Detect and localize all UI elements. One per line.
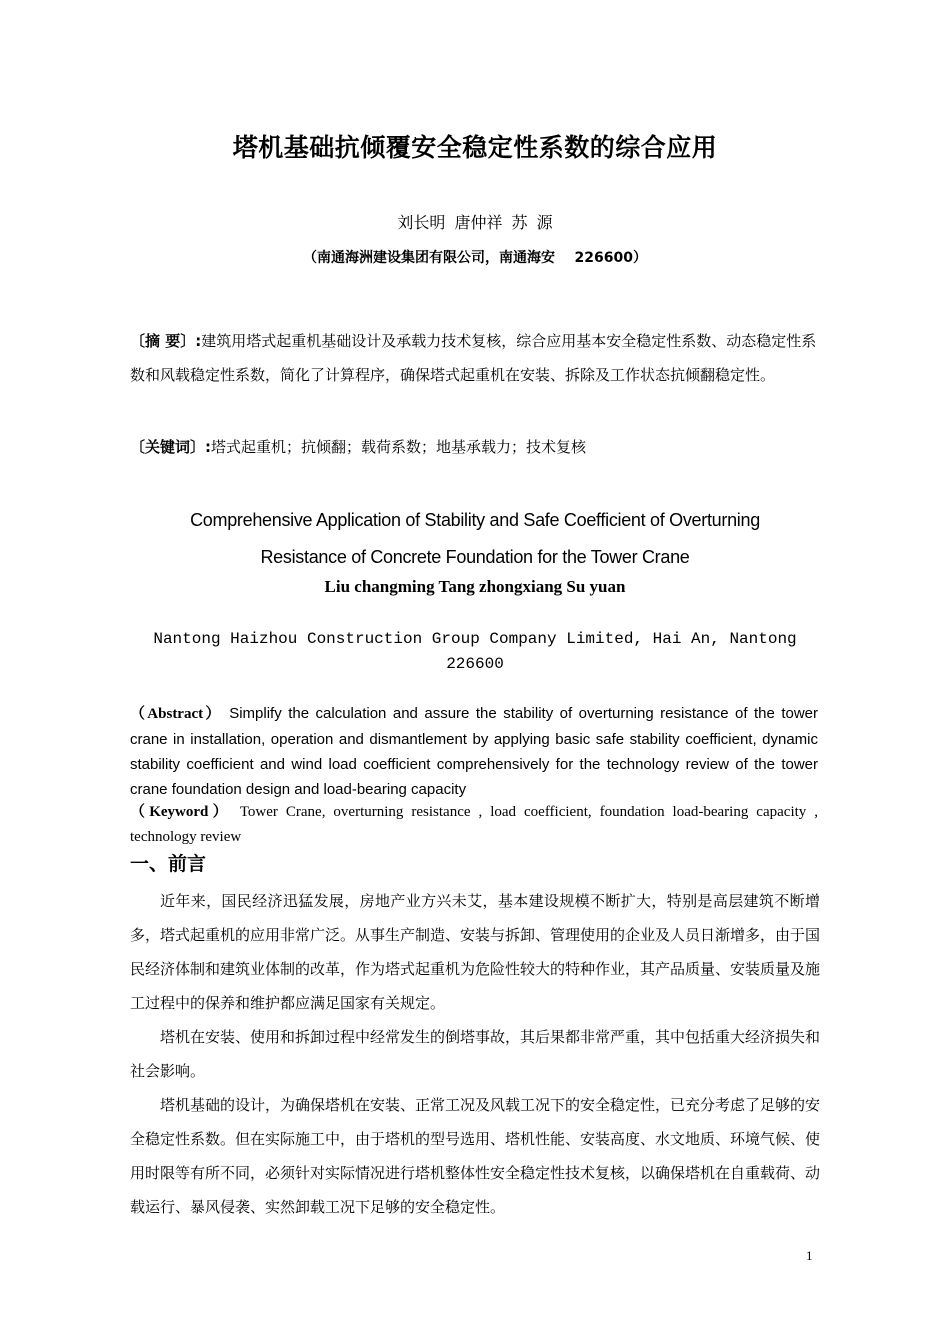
section-body [130, 884, 820, 1224]
english-keywords-label: （Keyword） [130, 804, 232, 820]
chinese-title: 塔机基础抗倾覆安全稳定性系数的综合应用 [232, 133, 718, 162]
section-heading: 一、前言 [130, 853, 207, 875]
chinese-abstract-text: 建筑用塔式起重机基础设计及承载力技术复核，综合应用基本安全稳定性系数、动态稳定性系数和风载稳定性系数，简化了计算程序，确保塔式起重机在安装、拆除及工作状态抗倾翻稳定性。 [130, 332, 817, 384]
chinese-affiliation: （南通海洲建设集团有限公司，南通海安 226600） [303, 250, 647, 266]
english-title-line1: Comprehensive Application of Stability and Safe Coefficient of Overturning [190, 510, 760, 530]
paragraph: 塔机基础的设计，为确保塔机在安装、正常工况及风载工况下的安全稳定性，已充分考虑了足够的安全稳定性系数。但在实际施工中，由于塔机的型号选用、塔机性能、安装高度、水文地质、环境气候、使用时限等有所不同，必须针对实际情况进行塔机整体性安全稳定性技术复核，以确保塔机在自重载荷、动载运行、暴风侵袭、实然卸载工况下足够的安全稳定性。 [130, 1096, 821, 1216]
english-abstract-label: （Abstract） [130, 706, 223, 722]
english-title [0, 502, 950, 576]
chinese-keywords-label: 〔关键词〕: [130, 438, 211, 456]
english-abstract-text: Simplify the calculation and assure the stability of overturning resistance of the tower crane in installation, operation and dismantlement by applying basic safe stability coefficient, dynamic stability coefficient and wind load coefficient comprehensively for the technology review of the tower crane foundation design and load-bearing capacity [130, 705, 818, 798]
page-number: 1 [806, 1248, 813, 1263]
english-authors: Liu changming Tang zhongxiang Su yuan [324, 577, 626, 596]
english-keywords [130, 800, 818, 850]
english-affiliation: Nantong Haizhou Construction Group Company Limited, Hai An, Nantong 226600 [153, 630, 797, 673]
english-keywords-text: Tower Crane, overturning resistance , load coefficient, foundation load-bearing capacity , technology review [130, 804, 818, 845]
english-abstract [130, 701, 818, 802]
english-title-line2: Resistance of Concrete Foundation for the Tower Crane [260, 547, 690, 567]
paragraph: 近年来，国民经济迅猛发展，房地产业方兴未艾，基本建设规模不断扩大，特别是高层建筑不断增多，塔式起重机的应用非常广泛。从事生产制造、安装与拆卸、管理使用的企业及人员日渐增多，由于国民经济体制和建筑业体制的改革，作为塔式起重机为危险性较大的特种作业，其产品质量、安装质量及施工过程中的保养和维护都应满足国家有关规定。 [130, 892, 821, 1012]
paragraph: 塔机在安装、使用和拆卸过程中经常发生的倒塔事故，其后果都非常严重，其中包括重大经济损失和社会影响。 [130, 1028, 821, 1080]
chinese-abstract-label: 〔摘 要〕: [130, 332, 202, 350]
chinese-keywords-text: 塔式起重机；抗倾翻；载荷系数；地基承载力；技术复核 [211, 438, 587, 456]
chinese-abstract [130, 324, 820, 392]
chinese-keywords [130, 434, 820, 460]
chinese-authors: 刘长明 唐仲祥 苏 源 [397, 213, 553, 232]
